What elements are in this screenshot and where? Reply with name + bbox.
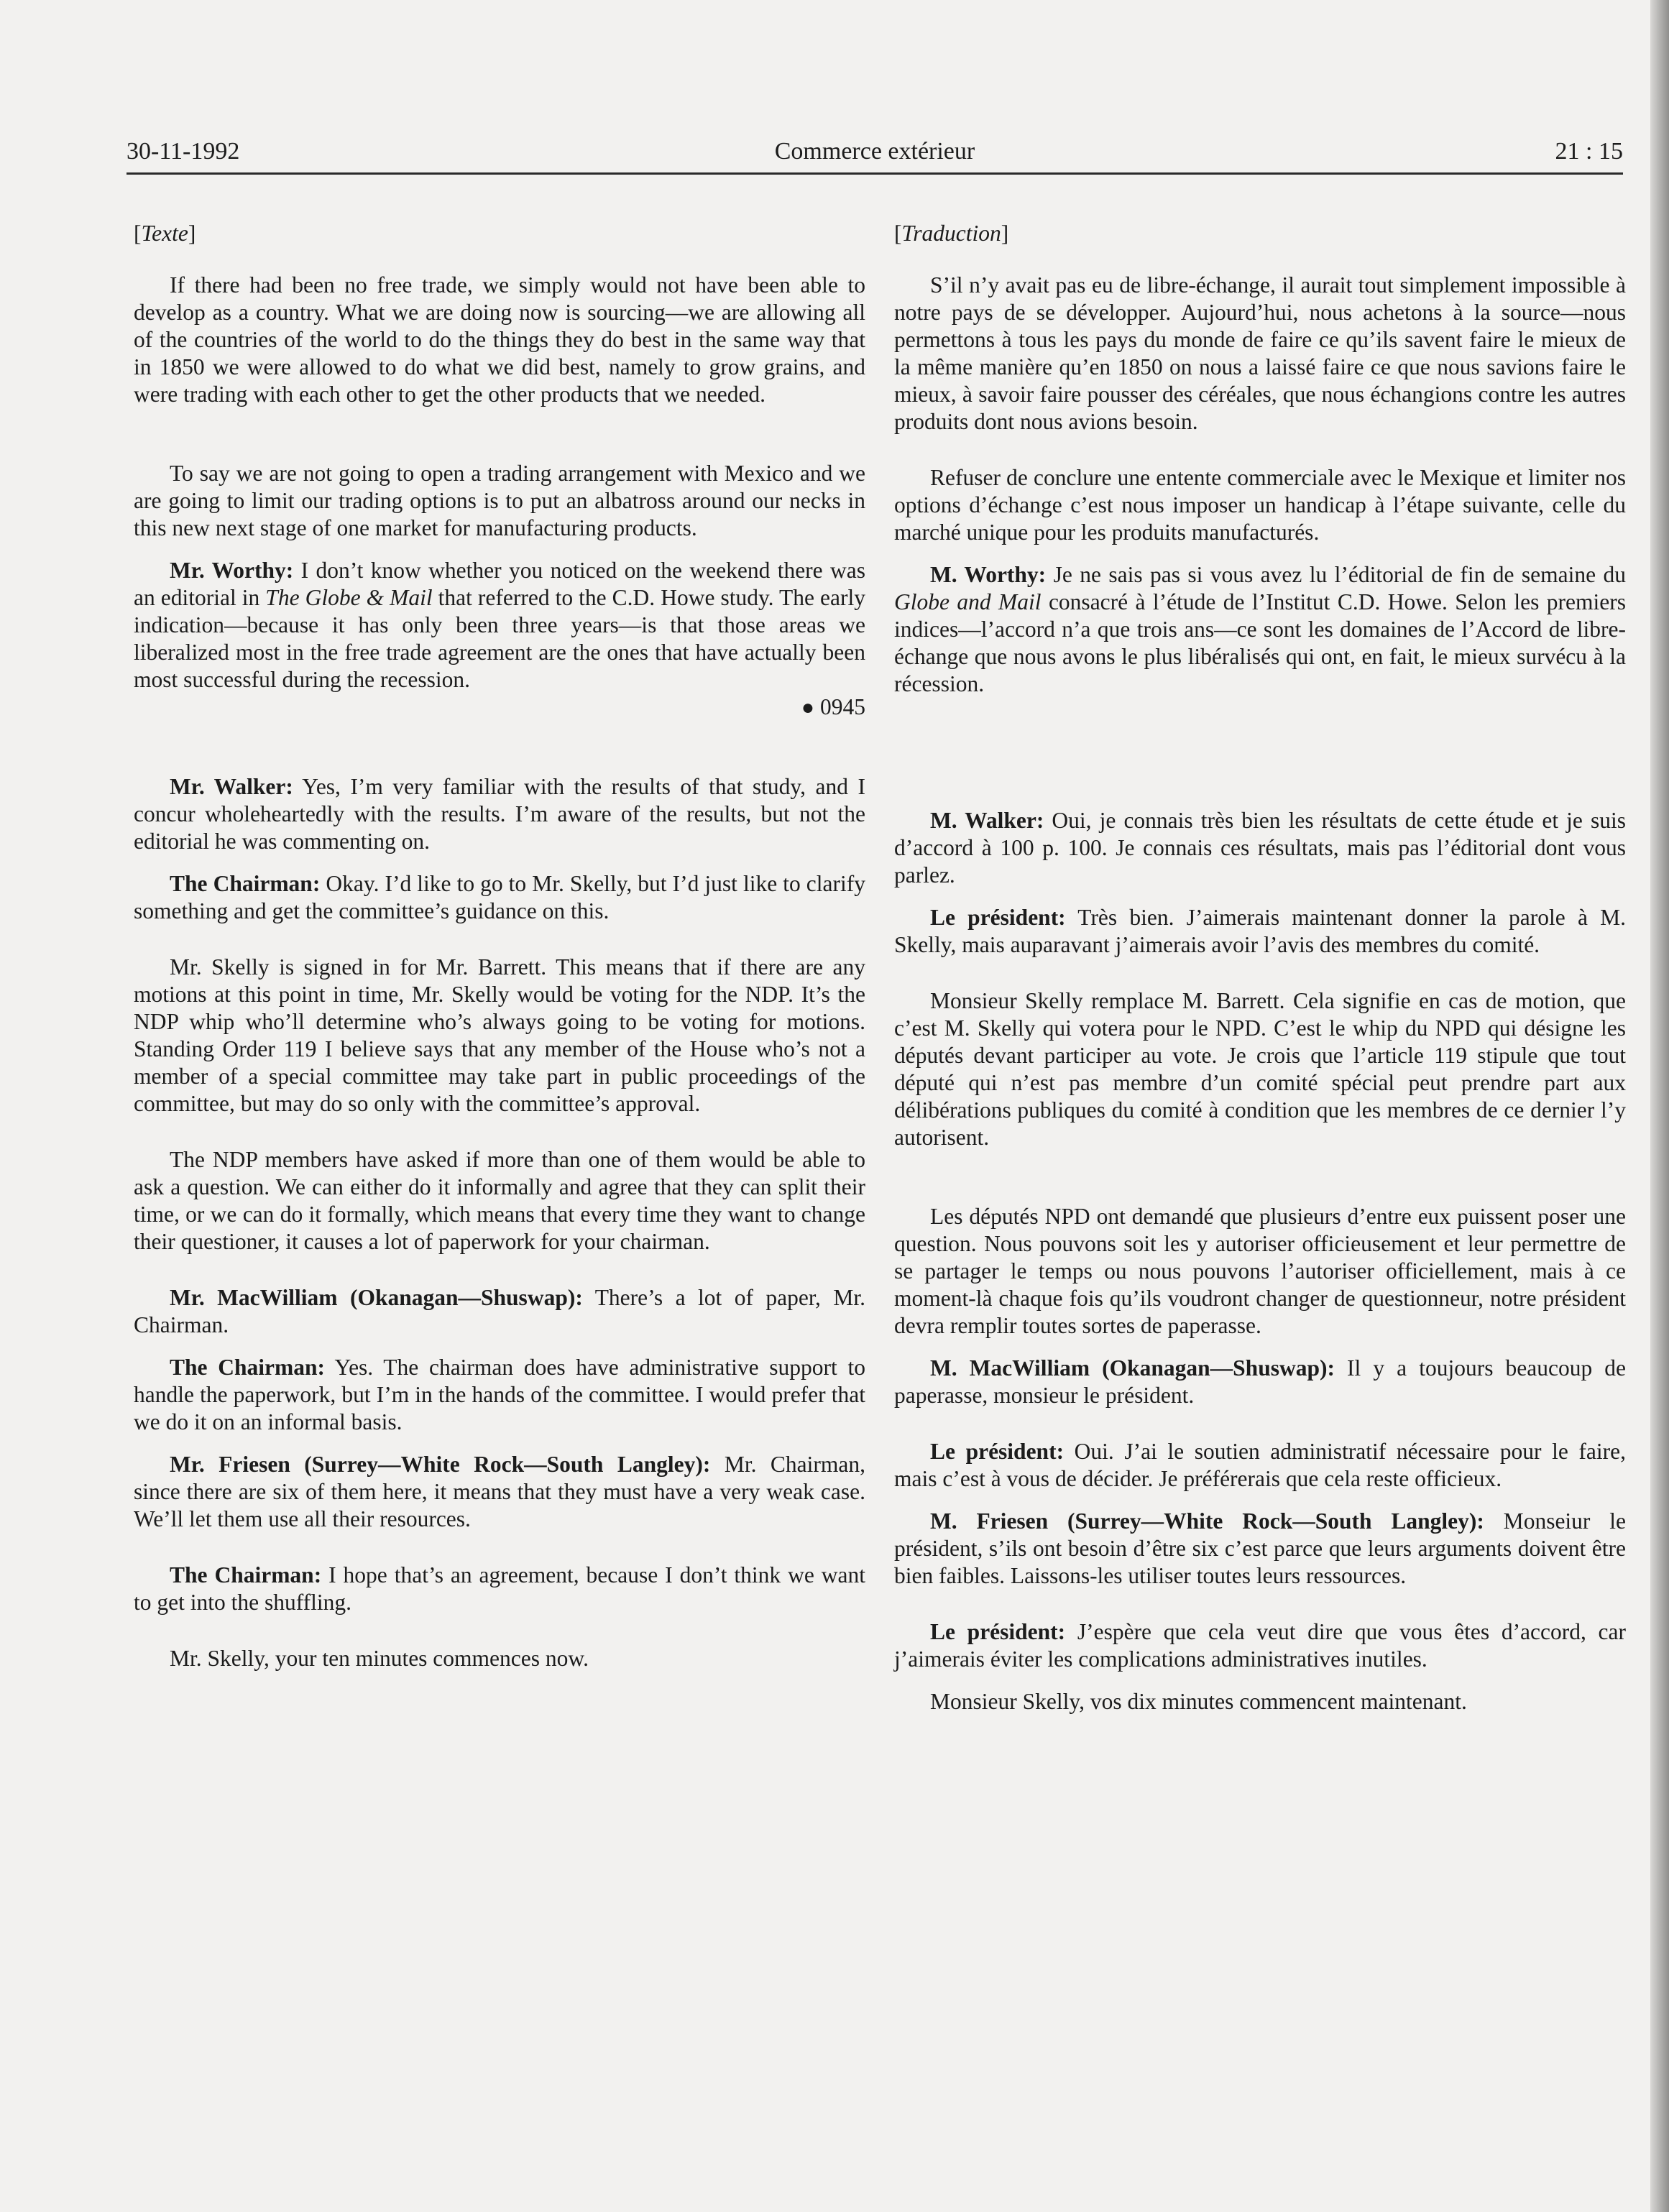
- speaker-name: M. Walker:: [930, 808, 1044, 833]
- paragraph: The NDP members have asked if more than one of them would be able to ask a question. We can either do it informally and agree that they can split their time, or we can do it formally, which means that every time they want to change their questioner, it causes a lot of paperwork for your chairman.: [134, 1147, 865, 1254]
- paragraph: Le président: Très bien. J’aimerais maintenant donner la parole à M. Skelly, mais auparavant j’aimerais avoir l’avis des membres du comité.: [894, 905, 1627, 957]
- paragraph: The Chairman: I hope that’s an agreement, because I don’t think we want to get into the shuffling.: [134, 1562, 865, 1615]
- paragraph: The Chairman: Yes. The chairman does have administrative support to handle the paperwork, but I’m in the hands of the committee. I would prefer that we do it on an informal basis.: [134, 1355, 865, 1434]
- french-column: [894, 220, 1626, 1715]
- paragraph: M. Worthy: Je ne sais pas si vous avez lu l’éditorial de fin de semaine du Globe and Mail consacré à l’étude de l’Institut C.D. Howe. Selon les premiers indices—l’accord n’a que trois ans—ce sont les domaines de l’Accord de libre-échange que nous avons le plus libéralisés qui ont, en fait, le mieux survécu à la récession.: [894, 562, 1626, 696]
- speaker-name: M. Worthy:: [930, 562, 1047, 587]
- paragraph: The Chairman: Okay. I’d like to go to Mr. Skelly, but I’d just like to clarify something and get the committee’s guidance on this.: [134, 871, 866, 923]
- publication-title: The Globe & Mail: [265, 585, 433, 610]
- speaker-name: Mr. Walker:: [170, 774, 293, 799]
- publication-title: Globe and Mail: [894, 589, 1042, 614]
- paragraph: Refuser de conclure une entente commerciale avec le Mexique et limiter nos options d’échange c’est nous imposer un handicap à l’étape suivante, celle du marché unique pour les produits manufacturés.: [894, 465, 1626, 545]
- header-page-number: 21 : 15: [1555, 138, 1623, 165]
- speaker-name: M. Friesen (Surrey—White Rock—South Langley):: [930, 1508, 1484, 1534]
- running-header: [127, 134, 1623, 174]
- speaker-name: The Chairman:: [170, 1562, 322, 1587]
- header-title: Commerce extérieur: [774, 138, 975, 165]
- paragraph: M. Walker: Oui, je connais très bien les résultats de cette étude et je suis d’accord à 100 p. 100. Je connais ces résultats, mais pas l’éditorial dont vous parlez.: [894, 808, 1626, 888]
- section-label-traduction: [Traduction]: [894, 221, 1009, 246]
- paragraph: M. Friesen (Surrey—White Rock—South Langley): Monseiur le président, s’ils ont besoin d’être six c’est parce que leurs arguments doivent être bien faibles. Laissons-les utiliser toutes leurs ressources.: [894, 1508, 1626, 1588]
- speaker-name: Le président:: [930, 905, 1066, 930]
- header-rule: [127, 172, 1623, 175]
- header-date: 30-11-1992: [127, 138, 240, 165]
- speaker-name: The Chairman:: [170, 871, 321, 896]
- speaker-name: Mr. Worthy:: [170, 558, 294, 583]
- paragraph: Mr. Worthy: I don’t know whether you noticed on the weekend there was an editorial in The Globe & Mail that referred to the C.D. Howe study. The early indication—because it has only been three years—is that those areas we liberalized most in the free trade agreement are the ones that have actually been most successful during the recession.: [134, 558, 865, 692]
- speaker-name: Le président:: [930, 1439, 1065, 1464]
- paragraph: Mr. MacWilliam (Okanagan—Shuswap): There’s a lot of paper, Mr. Chairman.: [134, 1285, 866, 1337]
- speaker-name: Mr. Friesen (Surrey—White Rock—South Langley):: [170, 1452, 711, 1477]
- page-edge-shadow: [1650, 0, 1669, 2212]
- paragraph: Mr. Skelly is signed in for Mr. Barrett. This means that if there are any motions at this point in time, Mr. Skelly would be voting for the NDP. It’s the NDP whip who’ll determine who’s always going to be voting for motions. Standing Order 119 I believe says that any member of the House who’s not a member of a special committee may take part in public proceedings of the committee, but may do so only with the committee’s approval.: [134, 954, 865, 1116]
- paragraph: S’il n’y avait pas eu de libre-échange, il aurait tout simplement impossible à notre pays de se développer. Aujourd’hui, nous achetons à la source—nous permettons à tous les pays du monde de faire ce qu’ils savent faire le mieux de la même manière qu’en 1850 on nous a laissé faire ce que nous savions faire le mieux, à savoir faire pousser des céréales, que nous échangions contre les autres produits dont nous avions besoin.: [894, 272, 1626, 434]
- paragraph: Mr. Walker: Yes, I’m very familiar with the results of that study, and I concur wholeheartedly with the results. I’m aware of the results, but not the editorial he was commenting on.: [134, 774, 865, 854]
- paragraph: Mr. Skelly, your ten minutes commences now.: [170, 1646, 589, 1671]
- paragraph: To say we are not going to open a trading arrangement with Mexico and we are going to limit our trading options is to put an albatross around our necks in this new next stage of one market for manufacturing products.: [134, 461, 865, 540]
- speaker-name: Le président:: [930, 1619, 1066, 1644]
- paragraph: Monsieur Skelly remplace M. Barrett. Cela signifie en cas de motion, que c’est M. Skelly qui votera pour le NPD. C’est le whip du NPD qui désigne les députés devant participer au vote. Je crois que l’article 119 stipule que tout député qui n’est pas membre d’un comité spécial peut prendre part aux délibérations publiques du comité à condition que les membres de ce dernier l’y autorisent.: [894, 988, 1626, 1150]
- paragraph: Le président: Oui. J’ai le soutien administratif nécessaire pour le faire, mais c’est à vous de décider. Je préférerais que cela reste officieux.: [894, 1439, 1627, 1491]
- time-marker: ● 0945: [801, 694, 865, 719]
- speaker-name: M. MacWilliam (Okanagan—Shuswap):: [930, 1355, 1335, 1381]
- speaker-name: The Chairman:: [170, 1355, 325, 1380]
- paragraph: If there had been no free trade, we simply would not have been able to develop as a country. What we are doing now is sourcing—we are allowing all of the countries of the world to do the things they do best in the same way that in 1850 we were allowed to do what we did best, namely to grow grains, and were trading with each other to get the other products that we needed.: [134, 272, 865, 407]
- speaker-name: Mr. MacWilliam (Okanagan—Shuswap):: [170, 1285, 583, 1310]
- paragraph: Mr. Friesen (Surrey—White Rock—South Langley): Mr. Chairman, since there are six of them here, it means that they must have a very weak case. We’ll let them use all their resources.: [134, 1452, 865, 1531]
- paragraph: Les députés NPD ont demandé que plusieurs d’entre eux puissent poser une question. Nous pouvons soit les y autoriser officieusement et leur permettre de se partager le temps ou nous pouvons l’autoriser officiellement, mais à ce moment-là chaque fois qu’ils voudront changer de questionneur, notre président devra remplir toutes sortes de paperasse.: [894, 1204, 1626, 1338]
- paragraph: M. MacWilliam (Okanagan—Shuswap): Il y a toujours beaucoup de paperasse, monsieur le président.: [894, 1355, 1626, 1408]
- paragraph: Monsieur Skelly, vos dix minutes commencent maintenant.: [930, 1689, 1467, 1714]
- paragraph: Le président: J’espère que cela veut dire que vous êtes d’accord, car j’aimerais éviter les complications administratives inutiles.: [894, 1619, 1626, 1672]
- section-label-texte: [Texte]: [134, 221, 196, 246]
- english-column: [134, 220, 865, 1672]
